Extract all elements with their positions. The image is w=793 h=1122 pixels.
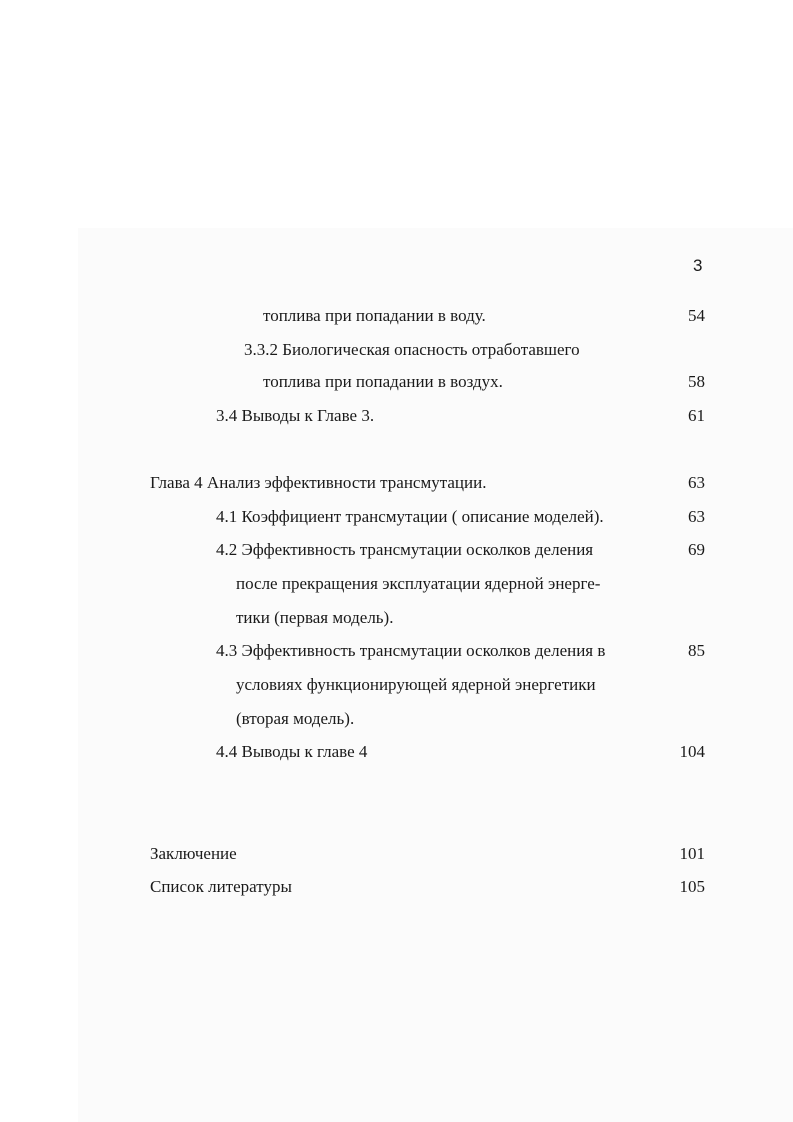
page-number: 3 [693, 256, 703, 275]
toc-entry-text: условиях функционирующей ядерной энергетики [236, 675, 596, 694]
toc-entry-page: 58 [688, 372, 705, 391]
toc-entry-text: 4.3 Эффективность трансмутации осколков деления в [216, 641, 606, 660]
toc-entry-text: 4.1 Коэффициент трансмутации ( описание моделей). [216, 507, 604, 526]
toc-entry-text: топлива при попадании в воду. [263, 306, 486, 325]
toc-entry-page: 63 [688, 507, 705, 526]
toc-entry-page: 61 [688, 406, 705, 425]
toc-chapter-title: Глава 4 Анализ эффективности трансмутации. [150, 473, 487, 492]
toc-entry-text: (вторая модель). [236, 709, 355, 728]
toc-entry-text: после прекращения эксплуатации ядерной энерге- [236, 574, 601, 593]
toc-entry-text: 3.4 Выводы к Главе 3. [216, 406, 375, 425]
toc-entry-text: тики (первая модель). [236, 608, 394, 627]
toc-entry-page: 105 [679, 877, 705, 896]
toc-entry-page: 69 [688, 540, 705, 559]
toc-entry-text: 4.2 Эффективность трансмутации осколков деления [216, 540, 594, 559]
toc-entry-text: топлива при попадании в воздух. [263, 372, 503, 391]
toc-entry-page: 104 [679, 742, 705, 761]
toc-entry-page: 85 [688, 641, 705, 660]
toc-entry-text: 4.4 Выводы к главе 4 [216, 742, 368, 761]
toc-entry-page: 63 [688, 473, 705, 492]
toc-entry-page: 101 [679, 844, 705, 863]
toc-entry-text: Заключение [150, 844, 237, 863]
toc-entry-text: 3.3.2 Биологическая опасность отработавшего [244, 340, 580, 359]
toc-entry-page: 54 [688, 306, 705, 325]
toc-entry-text: Список литературы [150, 877, 292, 896]
